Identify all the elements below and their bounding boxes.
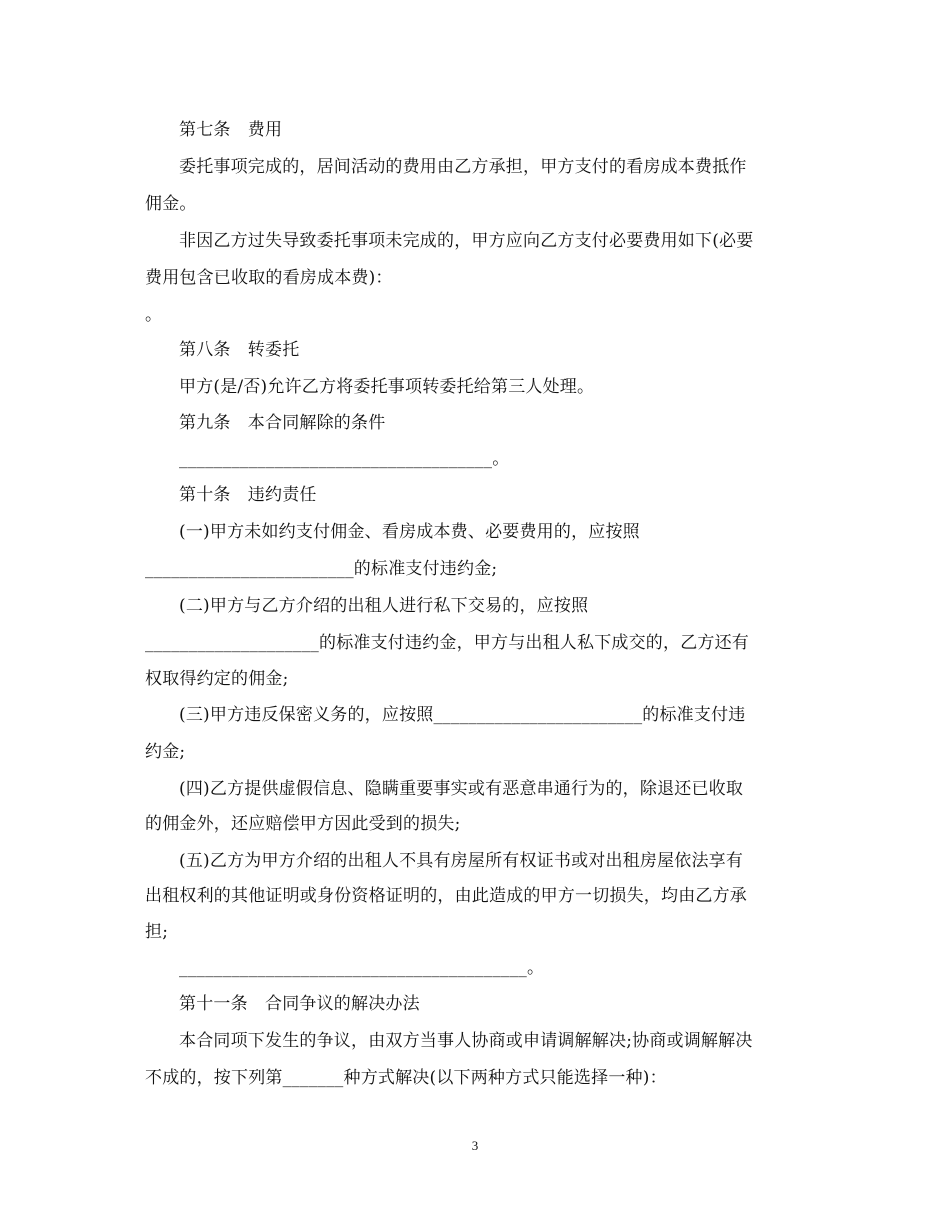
paragraph-line: 费用包含已收取的看房成本费)： bbox=[145, 268, 393, 288]
paragraph-line: 担; bbox=[145, 922, 169, 942]
blank-fill-line: ________________________________________。 bbox=[179, 958, 545, 978]
paragraph-line: 权取得约定的佣金; bbox=[145, 669, 289, 689]
paragraph-line: (一)甲方未如约支付佣金、看房成本费、必要费用的，应按照 bbox=[179, 522, 640, 542]
paragraph-line: (五)乙方为甲方介绍的出租人不具有房屋所有权证书或对出租房屋依法享有 bbox=[179, 851, 744, 871]
paragraph-line: 甲方(是/否)允许乙方将委托事项转委托给第三人处理。 bbox=[179, 377, 595, 397]
paragraph-line: (二)甲方与乙方介绍的出租人进行私下交易的，应按照 bbox=[179, 596, 589, 616]
blank-fill-line: ____________________________________。 bbox=[179, 449, 510, 469]
page-number: 3 bbox=[471, 1138, 479, 1153]
paragraph-line: 出租权利的其他证明或身份资格证明的，由此造成的甲方一切损失，均由乙方承 bbox=[145, 886, 747, 906]
paragraph-line: 约金; bbox=[145, 742, 186, 762]
article-9-heading: 第九条 本合同解除的条件 bbox=[179, 413, 386, 433]
paragraph-line: 。 bbox=[145, 305, 163, 325]
article-7-heading: 第七条 费用 bbox=[179, 120, 283, 140]
paragraph-line: 的佣金外，还应赔偿甲方因此受到的损失; bbox=[145, 814, 461, 834]
paragraph-line: (四)乙方提供虚假信息、隐瞒重要事实或有恶意串通行为的，除退还已收取 bbox=[179, 779, 744, 799]
paragraph-line: 本合同项下发生的争议，由双方当事人协商或申请调解解决;协商或调解解决 bbox=[179, 1031, 753, 1051]
paragraph-line: ________________________的标准支付违约金; bbox=[145, 559, 498, 579]
article-11-heading: 第十一条 合同争议的解决办法 bbox=[179, 994, 420, 1014]
article-8-heading: 第八条 转委托 bbox=[179, 340, 300, 360]
paragraph-line: (三)甲方违反保密义务的，应按照________________________的标准支付违 bbox=[179, 705, 746, 725]
article-10-heading: 第十条 违约责任 bbox=[179, 485, 317, 505]
paragraph-line: 不成的，按下列第_______种方式解决(以下两种方式只能选择一种)： bbox=[145, 1068, 667, 1088]
paragraph-line: ____________________的标准支付违约金，甲方与出租人私下成交的，乙方还有 bbox=[145, 633, 749, 653]
paragraph-line: 委托事项完成的，居间活动的费用由乙方承担，甲方支付的看房成本费抵作 bbox=[179, 157, 747, 177]
paragraph-line: 非因乙方过失导致委托事项未完成的，甲方应向乙方支付必要费用如下(必要 bbox=[179, 231, 754, 251]
paragraph-line: 佣金。 bbox=[145, 194, 197, 214]
